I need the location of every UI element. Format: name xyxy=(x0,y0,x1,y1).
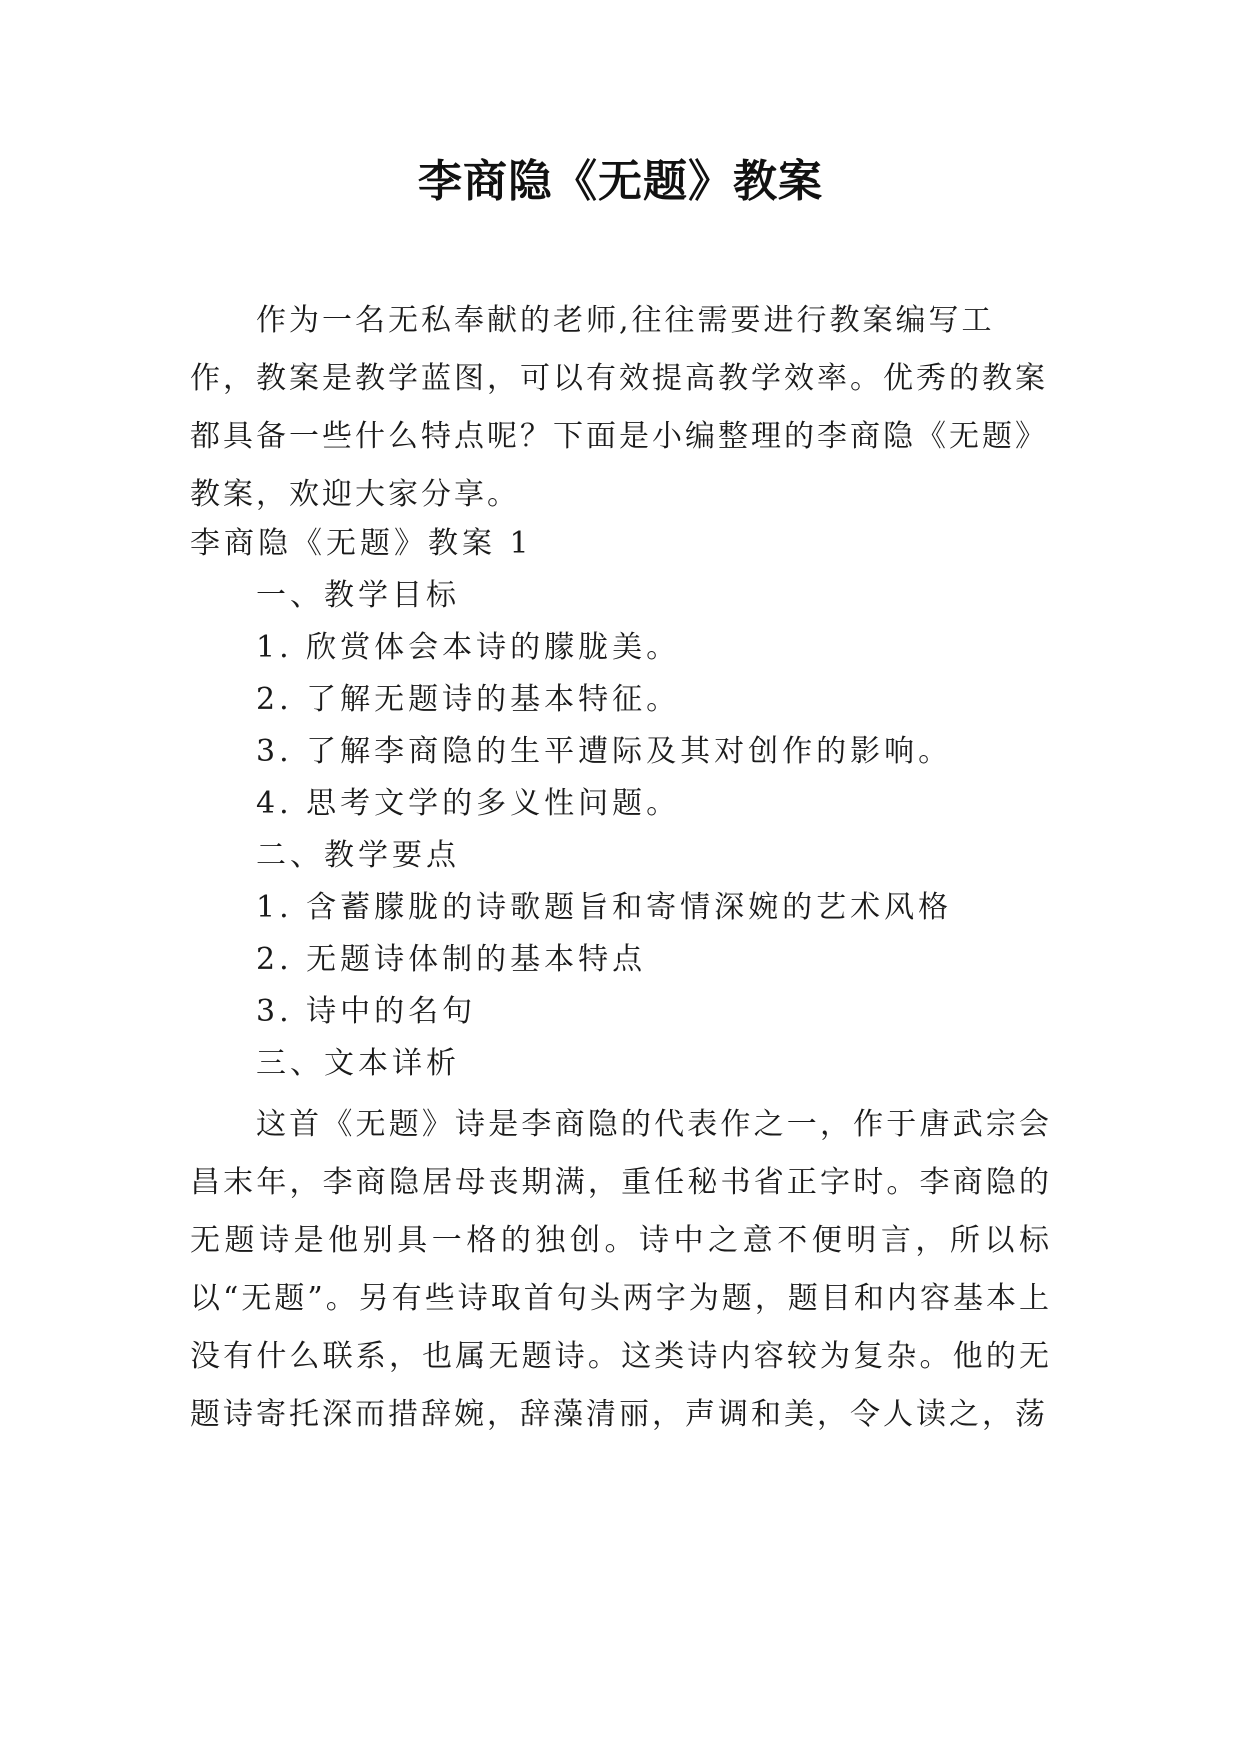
list-item: 3. 诗中的名句 xyxy=(256,994,477,1029)
list-item: 1. 欣赏体会本诗的朦胧美。 xyxy=(256,630,681,665)
list-item: 2. 无题诗体制的基本特点 xyxy=(256,942,647,977)
section-heading-1: 李商隐《无题》教案 1 xyxy=(190,526,533,561)
part-heading-objectives: 一、教学目标 xyxy=(256,578,460,613)
intro-paragraph: 作为一名无私奉献的老师,往往需要进行教案编写工作，教案是教学蓝图，可以有效提高教学效率。优秀的教案都具备一些什么特点呢？下面是小编整理的李商隐《无题》教案，欢迎大家分享。 xyxy=(190,303,1048,512)
part-heading-keypoints: 二、教学要点 xyxy=(256,838,460,873)
analysis-paragraph: 这首《无题》诗是李商隐的代表作之一，作于唐武宗会昌末年，李商隐居母丧期满，重任秘书省正字时。李商隐的无题诗是他别具一格的独创。诗中之意不便明言，所以标以“无题”。另有些诗取首句头两字为题，题目和内容基本上没有什么联系，也属无题诗。这类诗内容较为复杂。他的无题诗寄托深而措辞婉，辞藻清丽，声调和美，令人读之，荡 xyxy=(190,1107,1052,1432)
list-item: 4. 思考文学的多义性问题。 xyxy=(256,786,681,821)
list-item: 3. 了解李商隐的生平遭际及其对创作的影响。 xyxy=(256,734,953,769)
document-title: 李商隐《无题》教案 xyxy=(418,156,823,207)
list-item: 2. 了解无题诗的基本特征。 xyxy=(256,682,681,717)
list-item: 1. 含蓄朦胧的诗歌题旨和寄情深婉的艺术风格 xyxy=(256,890,953,925)
part-heading-analysis: 三、文本详析 xyxy=(256,1046,460,1081)
